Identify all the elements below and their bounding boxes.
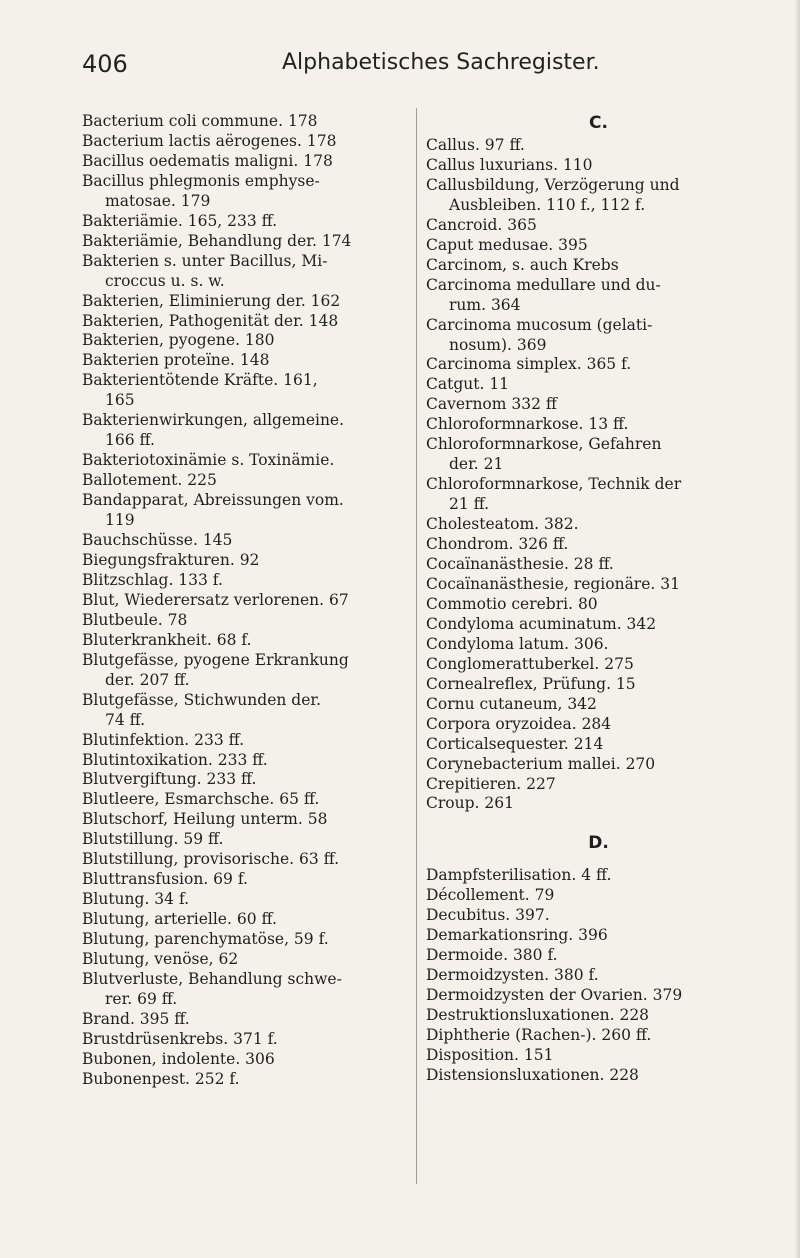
- index-entry: [426, 595, 771, 615]
- index-entry: [82, 252, 412, 292]
- index-entry: [82, 112, 412, 132]
- index-entry: [82, 830, 412, 850]
- index-entry: [82, 1030, 412, 1050]
- index-entry-text: Bacillus oedematis maligni. 178: [82, 151, 333, 170]
- index-entry-text: Cocaïnanästhesie, regionäre. 31: [426, 574, 680, 593]
- index-entry: [82, 751, 412, 771]
- index-entry-text: Blutintoxikation. 233 ff.: [82, 750, 268, 769]
- index-entry: [426, 276, 771, 316]
- index-entry-text: Brustdrüsenkrebs. 371 f.: [82, 1029, 278, 1048]
- index-entry: [82, 571, 412, 591]
- index-entry-text: Blutung, venöse, 62: [82, 950, 239, 969]
- index-entry-text: Distensionsluxationen. 228: [426, 1065, 639, 1084]
- index-entry-continuation: der. 21: [449, 455, 504, 474]
- index-entry: [82, 212, 412, 232]
- index-entry-text: Cholesteatom. 382.: [426, 515, 579, 534]
- index-entry-text: Crepitieren. 227: [426, 774, 556, 793]
- index-entry-text: Carcinom, s. auch Krebs: [426, 255, 619, 274]
- index-entry: [426, 775, 771, 795]
- index-entry: [82, 631, 412, 651]
- index-entry-text: Demarkationsring. 396: [426, 926, 608, 945]
- index-entry-text: Dampfsterilisation. 4 ff.: [426, 866, 612, 885]
- index-entry-continuation: croccus u. s. w.: [105, 271, 225, 290]
- index-entry: [426, 635, 771, 655]
- index-entry: [426, 136, 771, 156]
- index-entry-text: Corynebacterium mallei. 270: [426, 754, 656, 773]
- index-entry-text: Blutinfektion. 233 ff.: [82, 730, 245, 749]
- index-entry-continuation: 165: [105, 391, 135, 410]
- index-entry-text: Bakterien, Eliminierung der. 162: [82, 291, 341, 310]
- index-entry-text: Bluttransfusion. 69 f.: [82, 870, 248, 889]
- index-entry-text: Bakterien proteïne. 148: [82, 351, 270, 370]
- index-entry: [82, 790, 412, 810]
- index-entry-text: Blutstillung. 59 ff.: [82, 830, 224, 849]
- index-entry-text: Bakteriämie, Behandlung der. 174: [82, 231, 352, 250]
- index-entry: [82, 471, 412, 491]
- index-entry-continuation: 119: [105, 511, 135, 530]
- index-entry-text: Blutverluste, Behandlung schwe-: [82, 969, 342, 988]
- index-entry-continuation: rum. 364: [449, 295, 521, 314]
- index-entry: [82, 551, 412, 571]
- index-entry-text: Conglomerattuberkel. 275: [426, 654, 634, 673]
- index-entry: [426, 316, 771, 356]
- index-entry: [426, 535, 771, 555]
- index-entry-text: Blutbeule. 78: [82, 610, 188, 629]
- index-column-right: [426, 112, 771, 1086]
- index-entry-text: Blitzschlag. 133 f.: [82, 570, 223, 589]
- index-entry: [82, 451, 412, 471]
- index-entry-text: Carcinoma medullare und du-: [426, 275, 661, 294]
- index-entry-text: Chondrom. 326 ff.: [426, 535, 569, 554]
- index-entry: [426, 216, 771, 236]
- index-entry: [426, 866, 771, 886]
- index-entry-text: Blutung, arterielle. 60 ff.: [82, 910, 277, 929]
- page-header: [82, 50, 760, 84]
- index-entry: [82, 172, 412, 212]
- index-entry: [82, 491, 412, 531]
- index-entry-continuation: der. 207 ff.: [105, 670, 190, 689]
- index-entry: [82, 651, 412, 691]
- index-entry: [426, 475, 771, 515]
- index-entry-text: Bauchschüsse. 145: [82, 531, 233, 550]
- index-entry: [426, 986, 771, 1006]
- index-entry: [426, 755, 771, 775]
- index-entry-text: Blutschorf, Heilung unterm. 58: [82, 810, 328, 829]
- index-entry-text: Brand. 395 ff.: [82, 1009, 190, 1028]
- index-entry-text: Bakterien, Pathogenität der. 148: [82, 311, 339, 330]
- index-entry: [82, 770, 412, 790]
- index-entry: [82, 850, 412, 870]
- index-entry-text: Carcinoma mucosum (gelati-: [426, 315, 653, 334]
- index-entry: [82, 531, 412, 551]
- index-entry: [426, 176, 771, 216]
- index-entry: [426, 926, 771, 946]
- index-entry-text: Diphtherie (Rachen-). 260 ff.: [426, 1026, 652, 1045]
- index-entry-text: Blutstillung, provisorische. 63 ff.: [82, 850, 340, 869]
- index-entry: [82, 351, 412, 371]
- index-entry: [426, 375, 771, 395]
- running-title: Alphabetisches Sachregister.: [282, 50, 600, 75]
- index-entry-continuation: 74 ff.: [105, 710, 146, 729]
- index-entry: [426, 555, 771, 575]
- index-entry: [82, 132, 412, 152]
- index-entry-text: Bakterien s. unter Bacillus, Mi-: [82, 251, 328, 270]
- index-entry-text: Bubonen, indolente. 306: [82, 1049, 275, 1068]
- index-entry-continuation: nosum). 369: [449, 335, 547, 354]
- index-entry-text: Corpora oryzoidea. 284: [426, 714, 612, 733]
- index-entry-text: Dermoide. 380 f.: [426, 946, 558, 965]
- index-entry: [82, 870, 412, 890]
- page-edge-shadow: [794, 0, 800, 1258]
- index-entry-text: Bakterientötende Kräfte. 161,: [82, 371, 318, 390]
- index-entry-text: Chloroformnarkose, Technik der: [426, 475, 682, 494]
- index-entry-text: Cornealreflex, Prüfung. 15: [426, 674, 636, 693]
- index-entry-text: Blutgefässe, pyogene Erkrankung: [82, 650, 349, 669]
- index-entry: [426, 615, 771, 635]
- index-entry: [82, 930, 412, 950]
- index-entry-text: Cocaïnanästhesie. 28 ff.: [426, 555, 614, 574]
- index-entry: [426, 156, 771, 176]
- index-entry-text: Blutvergiftung. 233 ff.: [82, 770, 257, 789]
- index-entry-text: Chloroformnarkose, Gefahren: [426, 435, 662, 454]
- index-entry-text: Commotio cerebri. 80: [426, 594, 598, 613]
- index-entry-text: Disposition. 151: [426, 1045, 554, 1064]
- index-entry-text: Caput medusae. 395: [426, 235, 588, 254]
- index-entry-text: Cavernom 332 ff: [426, 395, 557, 414]
- index-entry-text: Bluterkrankheit. 68 f.: [82, 630, 252, 649]
- index-entry-text: Bakteriotoxinämie s. Toxinämie.: [82, 451, 335, 470]
- index-entry-continuation: matosae. 179: [105, 191, 211, 210]
- index-entry: [82, 611, 412, 631]
- index-entry-text: Bacillus phlegmonis emphyse-: [82, 171, 320, 190]
- index-entry-text: Bakterienwirkungen, allgemeine.: [82, 411, 345, 430]
- index-entry: [426, 966, 771, 986]
- section-heading-c: C.: [589, 113, 608, 133]
- index-entry: [426, 1006, 771, 1026]
- index-column-left: [82, 112, 412, 1090]
- section-c-entries: [426, 136, 771, 814]
- index-entry-text: Blutleere, Esmarchsche. 65 ff.: [82, 790, 320, 809]
- index-entry: [426, 395, 771, 415]
- index-entry-text: Bacterium lactis aërogenes. 178: [82, 131, 337, 150]
- index-entry: [426, 794, 771, 814]
- index-entry: [426, 695, 771, 715]
- section-heading-d: D.: [588, 833, 609, 854]
- index-entry-text: Cancroid. 365: [426, 215, 537, 234]
- index-entry-text: Dermoidzysten der Ovarien. 379: [426, 986, 683, 1005]
- index-entry: [426, 906, 771, 926]
- index-entry-text: Blut, Wiederersatz verlorenen. 67: [82, 590, 349, 609]
- index-entry: [82, 232, 412, 252]
- index-entry-continuation: rer. 69 ff.: [105, 989, 178, 1008]
- index-entry: [426, 946, 771, 966]
- index-entry: [426, 256, 771, 276]
- index-entry: [82, 371, 412, 411]
- index-entry: [426, 355, 771, 375]
- index-entry: [82, 591, 412, 611]
- index-entry: [82, 312, 412, 332]
- index-entry-text: Callus. 97 ff.: [426, 136, 525, 154]
- index-entry: [426, 715, 771, 735]
- index-entry: [426, 415, 771, 435]
- index-entry-text: Condyloma acuminatum. 342: [426, 614, 657, 633]
- index-entry-text: Callus luxurians. 110: [426, 155, 593, 174]
- index-entry-text: Bakteriämie. 165, 233 ff.: [82, 211, 278, 230]
- index-entry: [82, 1010, 412, 1030]
- index-entry-text: Dermoidzysten. 380 f.: [426, 966, 599, 985]
- index-entry-text: Chloroformnarkose. 13 ff.: [426, 415, 629, 434]
- index-entry: [426, 735, 771, 755]
- index-entry: [82, 411, 412, 451]
- index-entry-text: Cornu cutaneum, 342: [426, 694, 597, 713]
- index-entry: [426, 675, 771, 695]
- section-d-entries: [426, 866, 771, 1085]
- index-entry: [82, 731, 412, 751]
- index-entry-text: Callusbildung, Verzögerung und: [426, 175, 680, 194]
- index-entry: [82, 691, 412, 731]
- index-entry: [426, 1066, 771, 1086]
- column-divider: [416, 108, 417, 1184]
- index-entry: [82, 331, 412, 351]
- index-entry: [426, 655, 771, 675]
- index-entry: [82, 890, 412, 910]
- index-entry: [82, 950, 412, 970]
- index-entry-continuation: Ausbleiben. 110 f., 112 f.: [449, 195, 646, 214]
- index-entry: [426, 515, 771, 535]
- index-entry-text: Croup. 261: [426, 794, 514, 813]
- index-entry: [82, 810, 412, 830]
- index-entry-text: Bandapparat, Abreissungen vom.: [82, 491, 344, 510]
- index-entry-text: Bubonenpest. 252 f.: [82, 1069, 240, 1088]
- index-entry: [426, 1046, 771, 1066]
- index-entry-continuation: 21 ff.: [449, 495, 490, 514]
- index-entry-text: Bacterium coli commune. 178: [82, 112, 318, 130]
- index-entry: [82, 152, 412, 172]
- index-entry-text: Decubitus. 397.: [426, 906, 550, 925]
- index-entry-text: Blutung. 34 f.: [82, 890, 190, 909]
- index-entry: [426, 886, 771, 906]
- index-entry-text: Ballotement. 225: [82, 471, 217, 490]
- page-number: 406: [82, 50, 128, 78]
- index-entry-text: Condyloma latum. 306.: [426, 634, 609, 653]
- index-entry: [426, 236, 771, 256]
- index-entry-text: Bakterien, pyogene. 180: [82, 331, 275, 350]
- index-entry-text: Biegungsfrakturen. 92: [82, 550, 260, 569]
- index-entry-text: Destruktionsluxationen. 228: [426, 1006, 650, 1025]
- index-entry-text: Catgut. 11: [426, 375, 510, 394]
- index-entry-text: Carcinoma simplex. 365 f.: [426, 355, 632, 374]
- index-entry-text: Corticalsequester. 214: [426, 734, 604, 753]
- index-entry-text: Décollement. 79: [426, 886, 555, 905]
- index-entry: [426, 1026, 771, 1046]
- index-entry: [82, 1070, 412, 1090]
- index-entry: [82, 292, 412, 312]
- index-entry: [82, 1050, 412, 1070]
- index-entry: [82, 970, 412, 1010]
- index-entry: [426, 435, 771, 475]
- index-entry-continuation: 166 ff.: [105, 431, 155, 450]
- index-entry-text: Blutgefässe, Stichwunden der.: [82, 690, 322, 709]
- index-entry-text: Blutung, parenchymatöse, 59 f.: [82, 930, 329, 949]
- index-entry: [82, 910, 412, 930]
- index-entry: [426, 575, 771, 595]
